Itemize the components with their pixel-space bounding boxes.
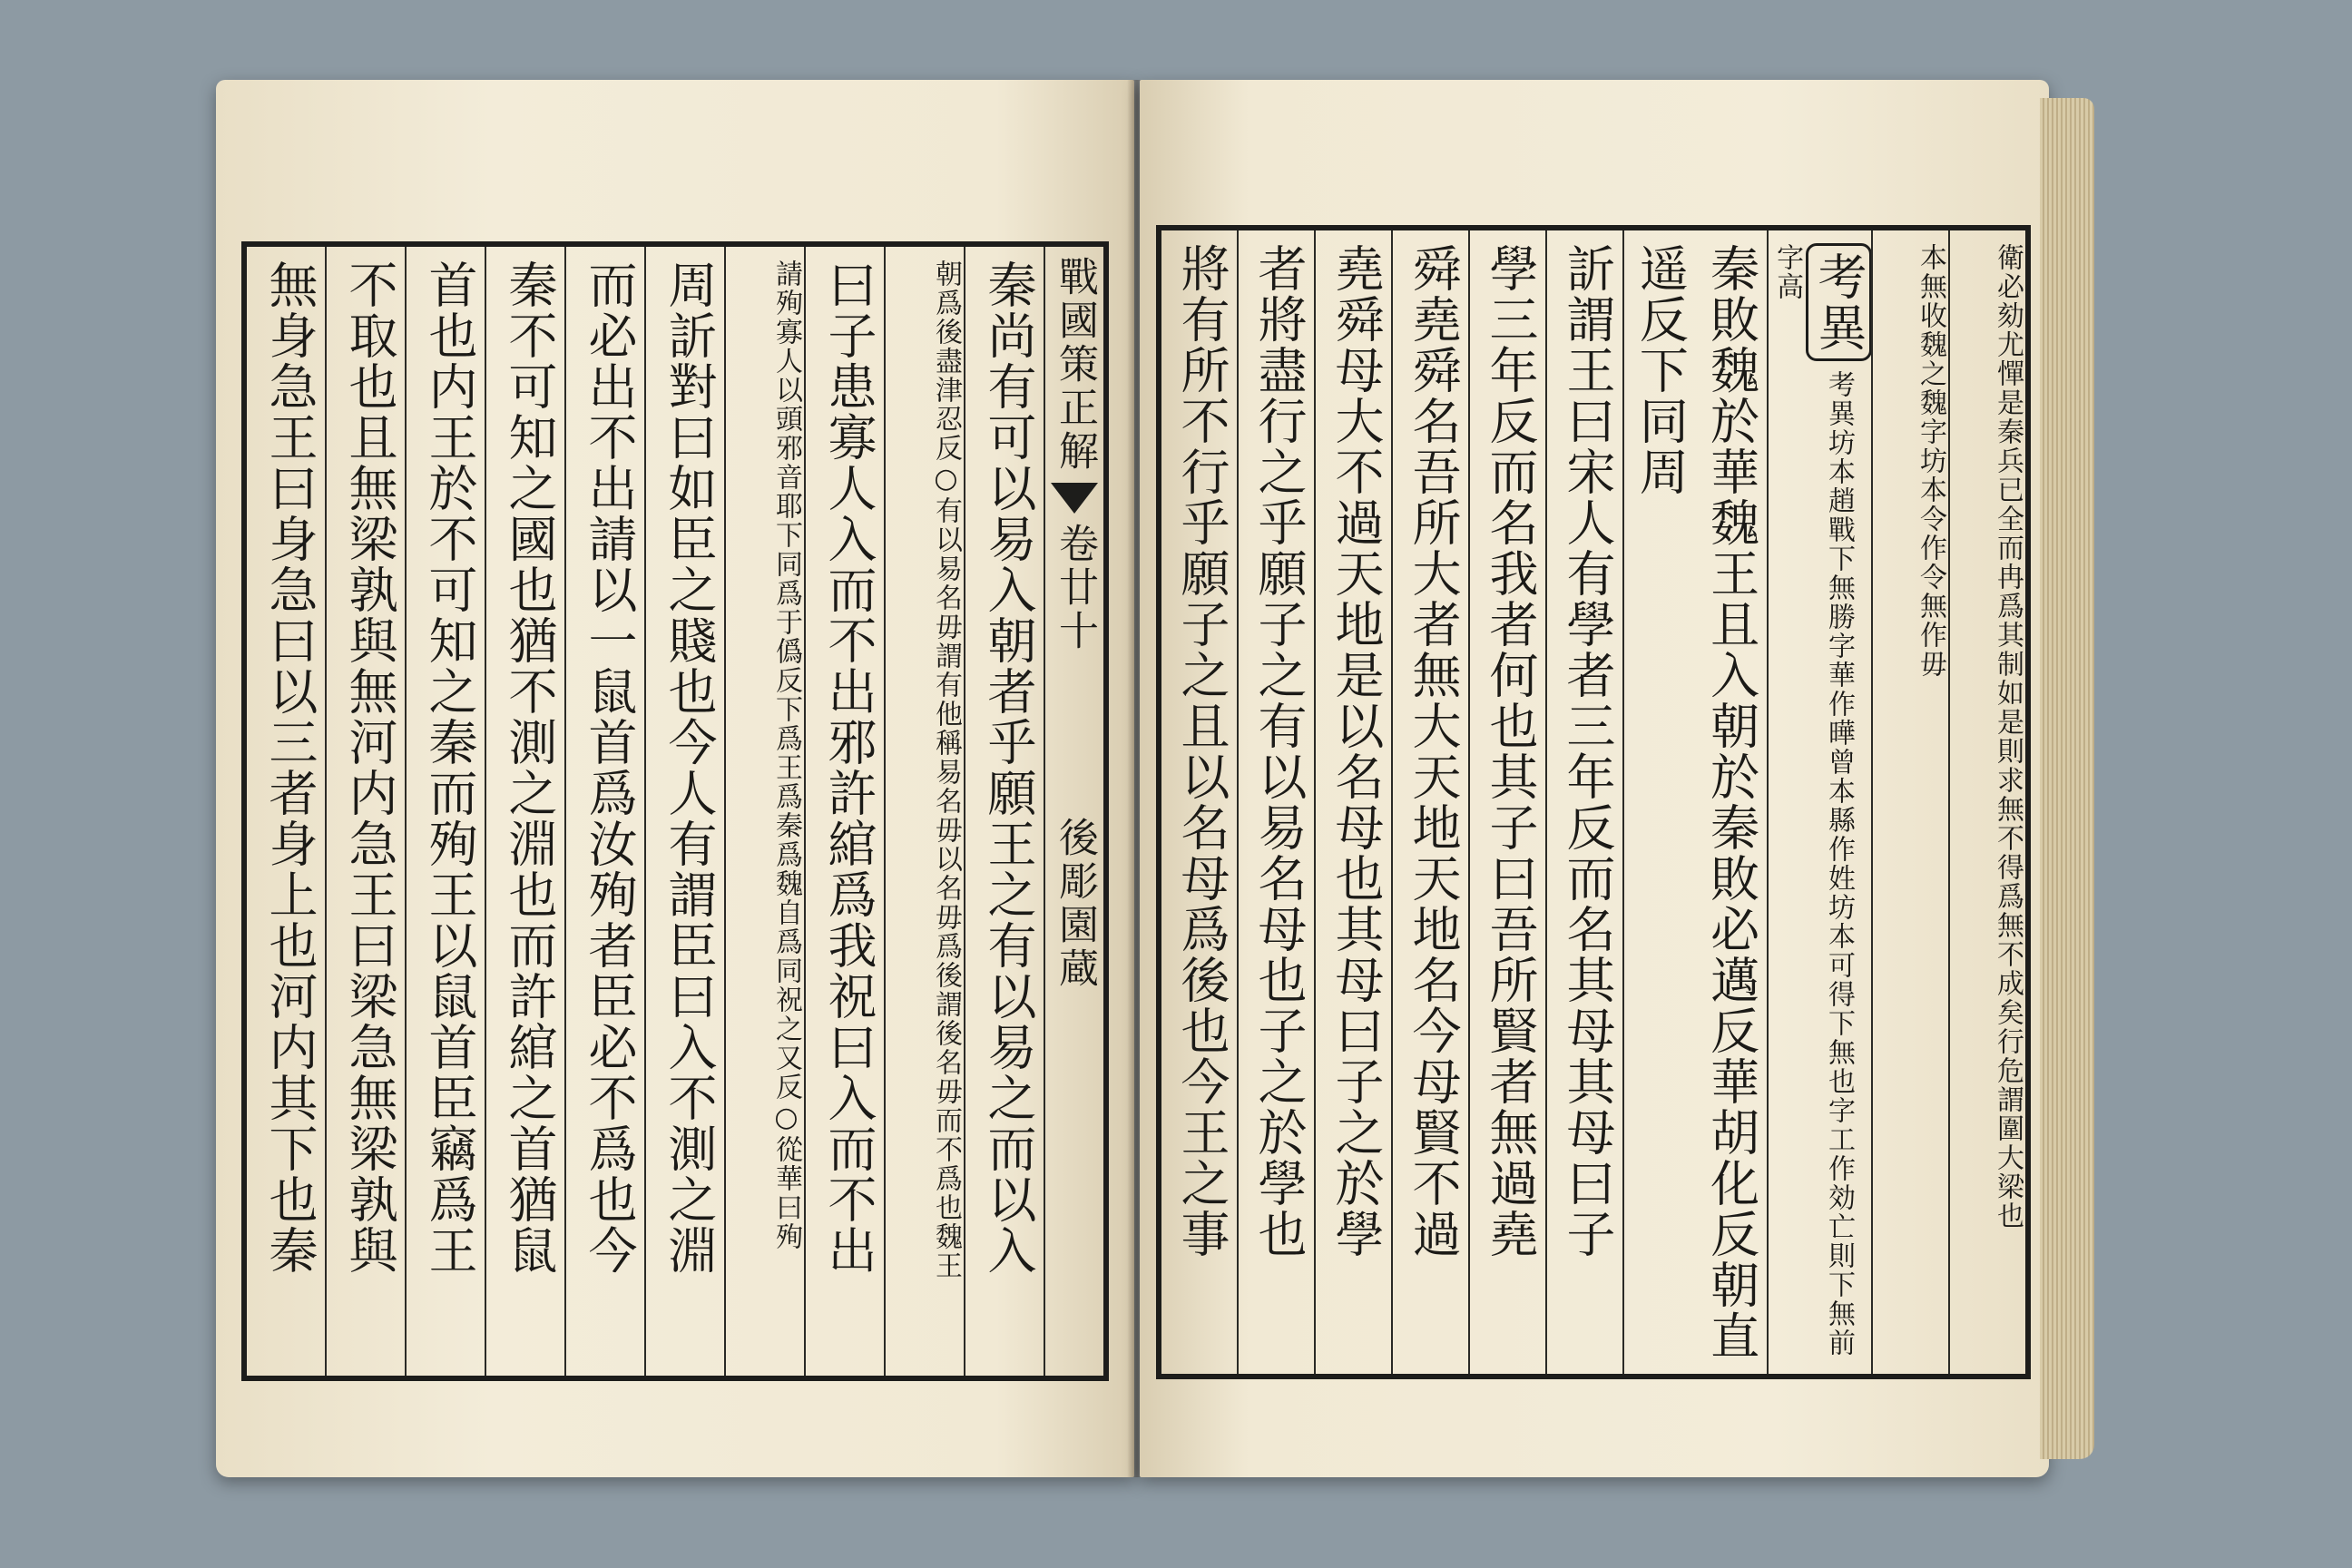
text-column: 曰子患寡人入而不出邪許綰爲我祝曰入而不出: [804, 247, 884, 1376]
left-page-banner: [1044, 247, 1103, 1376]
text-column: 衛必劾尤憚是秦兵已全而冉爲其制如是則求無不得爲無不成矣行危謂圍大梁也: [1948, 230, 2025, 1374]
variant-notes-column: [1767, 230, 1871, 1374]
text-column: 訢謂王曰宋人有學者三年反而名其母其母曰子: [1545, 230, 1622, 1374]
text-column: 本無收魏之魏字坊本令作令無作毋: [1871, 230, 1948, 1374]
text-column: 舜堯舜名吾所大者無大天地天地名今母賢不過: [1391, 230, 1468, 1374]
text-column: 學三年反而名我者何也其子曰吾所賢者無過堯: [1468, 230, 1545, 1374]
text-column: 首也内王於不可知之秦而殉王以鼠首臣竊爲王: [405, 247, 485, 1376]
right-page: [1140, 80, 2049, 1477]
text-column: 無身急王曰身急曰以三者身上也河内其下也秦: [261, 260, 318, 1276]
left-text-frame: [241, 241, 1109, 1381]
banner-title: 戰國策正解: [1052, 256, 1098, 474]
kaoi-label: 考異: [1806, 243, 1872, 361]
text-column: 不取也且無梁孰與無河内急王曰梁急無梁孰與: [325, 247, 405, 1376]
text-column: 而必出不出請以一鼠首爲汝殉者臣必不爲也今: [564, 247, 644, 1376]
text-column: 秦敗魏於華魏王且入朝於秦敗必邁反華胡化反朝直遥反下同周: [1622, 230, 1767, 1374]
open-book: [216, 80, 2085, 1477]
variant-notes-text: 考異坊本趙戰下無勝字華作曄曾本縣作姓坊本可得下無也字工作効亡則下無前字高: [1771, 243, 1855, 1357]
text-column: 秦尚有可以易入朝者乎願王之有以易之而以入: [964, 247, 1044, 1376]
page-edge-stack: [2040, 98, 2094, 1459]
text-column: 朝爲後盡津忍反○有以易名毋謂有他稱易名毋以名毋爲後謂後名毋而不爲也魏王: [884, 247, 964, 1376]
text-column: 堯舜母大不過天地是以名母也其母曰子之於學: [1314, 230, 1391, 1374]
right-text-frame: [1156, 225, 2031, 1379]
text-column: 者將盡行之乎願子之有以易名母也子之於學也: [1237, 230, 1314, 1374]
fish-tail-ornament-icon: [1051, 483, 1098, 514]
text-column: 將有所不行乎願子之且以名母爲後也今王之事: [1173, 243, 1231, 1259]
text-column: 周訢對曰如臣之賤也今人有謂臣曰入不測之淵: [644, 247, 724, 1376]
banner-publisher: 後彫園蔵: [1052, 817, 1098, 991]
text-column: 秦不可知之國也猶不測之淵也而許綰之首猶鼠: [485, 247, 564, 1376]
left-page: [216, 80, 1134, 1477]
banner-volume: 卷廿十: [1052, 523, 1098, 653]
text-column: 請殉寡人以頭邪音耶下同爲于僞反下爲王爲秦爲魏自爲同祝之又反○從華曰殉: [724, 247, 804, 1376]
